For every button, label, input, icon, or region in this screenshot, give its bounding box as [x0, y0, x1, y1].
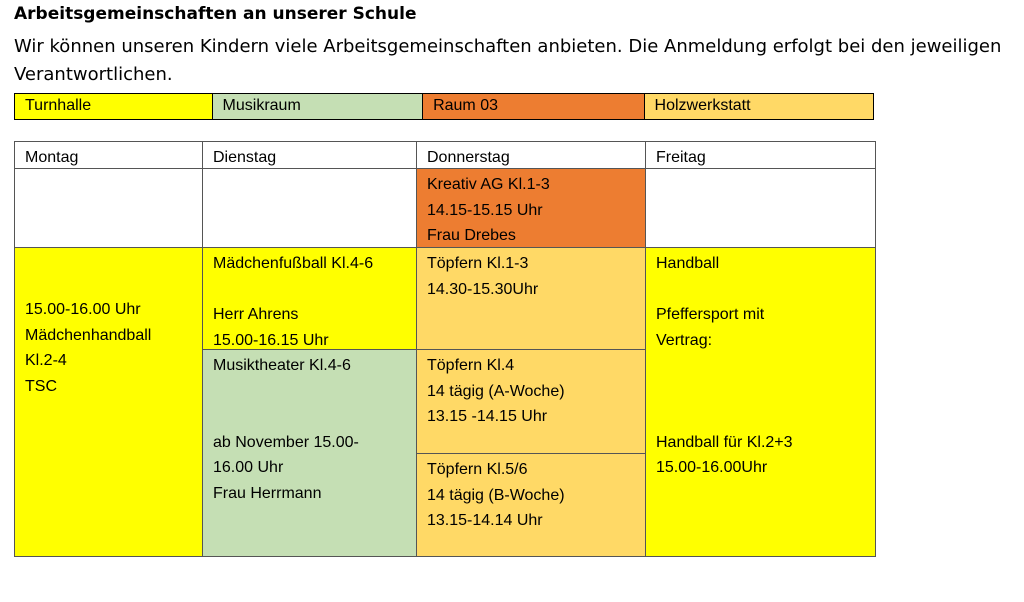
- cell-line: [213, 404, 406, 430]
- cell-handball-freitag: [645, 247, 876, 557]
- cell-line: Frau Drebes: [427, 227, 516, 244]
- page-title: Arbeitsgemeinschaften an unserer Schule: [14, 4, 417, 24]
- header-montag: Montag: [14, 141, 203, 169]
- cell-line: 13.15 -14.15 Uhr: [427, 408, 548, 425]
- legend-raum-03: Raum 03: [423, 94, 644, 119]
- cell-line: [656, 404, 865, 430]
- cell-line: 14 tägig (B-Woche): [427, 486, 565, 504]
- cell-line: 14.30-15.30Uhr: [427, 280, 539, 298]
- cell-line: [656, 277, 865, 303]
- cell-line: Mädchenfußball Kl.4-6: [213, 255, 374, 272]
- cell-line: [656, 379, 865, 405]
- cell-line: 15.00-16.00Uhr: [656, 459, 768, 476]
- cell-line: [213, 379, 406, 405]
- intro-text: Wir können unseren Kindern viele Arbeitsgemeinschaften anbieten. Die Anmeldung erfolgt bei den jeweiligen Verantwortlichen.: [14, 36, 1002, 85]
- cell-line: Pfeffersport mit: [656, 306, 765, 323]
- cell-line: Töpfern Kl.1-3: [427, 255, 529, 272]
- cell-line: Töpfern Kl.5/6: [427, 461, 528, 478]
- cell-line: Herr Ahrens: [213, 306, 299, 323]
- cell-toepfern-kl4: [416, 349, 646, 454]
- cell-line: ab November 15.00-: [213, 433, 359, 451]
- cell-line: 14.15-15.15 Uhr: [427, 201, 543, 219]
- cell-montag-empty: [14, 168, 203, 248]
- cell-line: Handball: [656, 255, 720, 272]
- cell-line: Kl.2-4: [25, 352, 67, 369]
- cell-freitag-empty: [645, 168, 876, 248]
- cell-line: 14 tägig (A-Woche): [427, 382, 565, 400]
- cell-line: Handball für Kl.2+3: [656, 433, 793, 451]
- cell-line: [213, 277, 406, 303]
- cell-musiktheater: [202, 349, 417, 557]
- legend-holzwerkstatt: Holzwerkstatt: [645, 94, 873, 119]
- cell-dienstag-empty: [202, 168, 417, 248]
- header-dienstag: Dienstag: [202, 141, 417, 169]
- cell-kreativ-ag: [416, 168, 646, 248]
- cell-line: 16.00 Uhr: [213, 459, 284, 476]
- cell-toepfern-kl1-3: [416, 247, 646, 350]
- cell-line: Töpfern Kl.4: [427, 357, 515, 374]
- cell-maedchenhandball: [14, 247, 203, 557]
- header-donnerstag: Donnerstag: [416, 141, 646, 169]
- cell-line: Mädchenhandball: [25, 326, 152, 344]
- cell-line: [656, 353, 865, 379]
- cell-line: TSC: [25, 377, 57, 395]
- header-freitag: Freitag: [645, 141, 876, 169]
- cell-line: Frau Herrmann: [213, 484, 322, 502]
- cell-line: 13.15-14.14 Uhr: [427, 512, 543, 529]
- room-legend: [14, 93, 874, 120]
- cell-line: Kreativ AG Kl.1-3: [427, 176, 550, 193]
- cell-line: Musiktheater Kl.4-6: [213, 357, 351, 374]
- cell-line: Vertrag:: [656, 331, 713, 349]
- cell-maedchenfussball: [202, 247, 417, 350]
- cell-toepfern-kl5-6: [416, 453, 646, 557]
- cell-line: 15.00-16.00 Uhr: [25, 301, 141, 318]
- cell-line: 15.00-16.15 Uhr: [213, 331, 329, 349]
- legend-musikraum: Musikraum: [213, 94, 424, 119]
- legend-turnhalle: Turnhalle: [15, 94, 213, 119]
